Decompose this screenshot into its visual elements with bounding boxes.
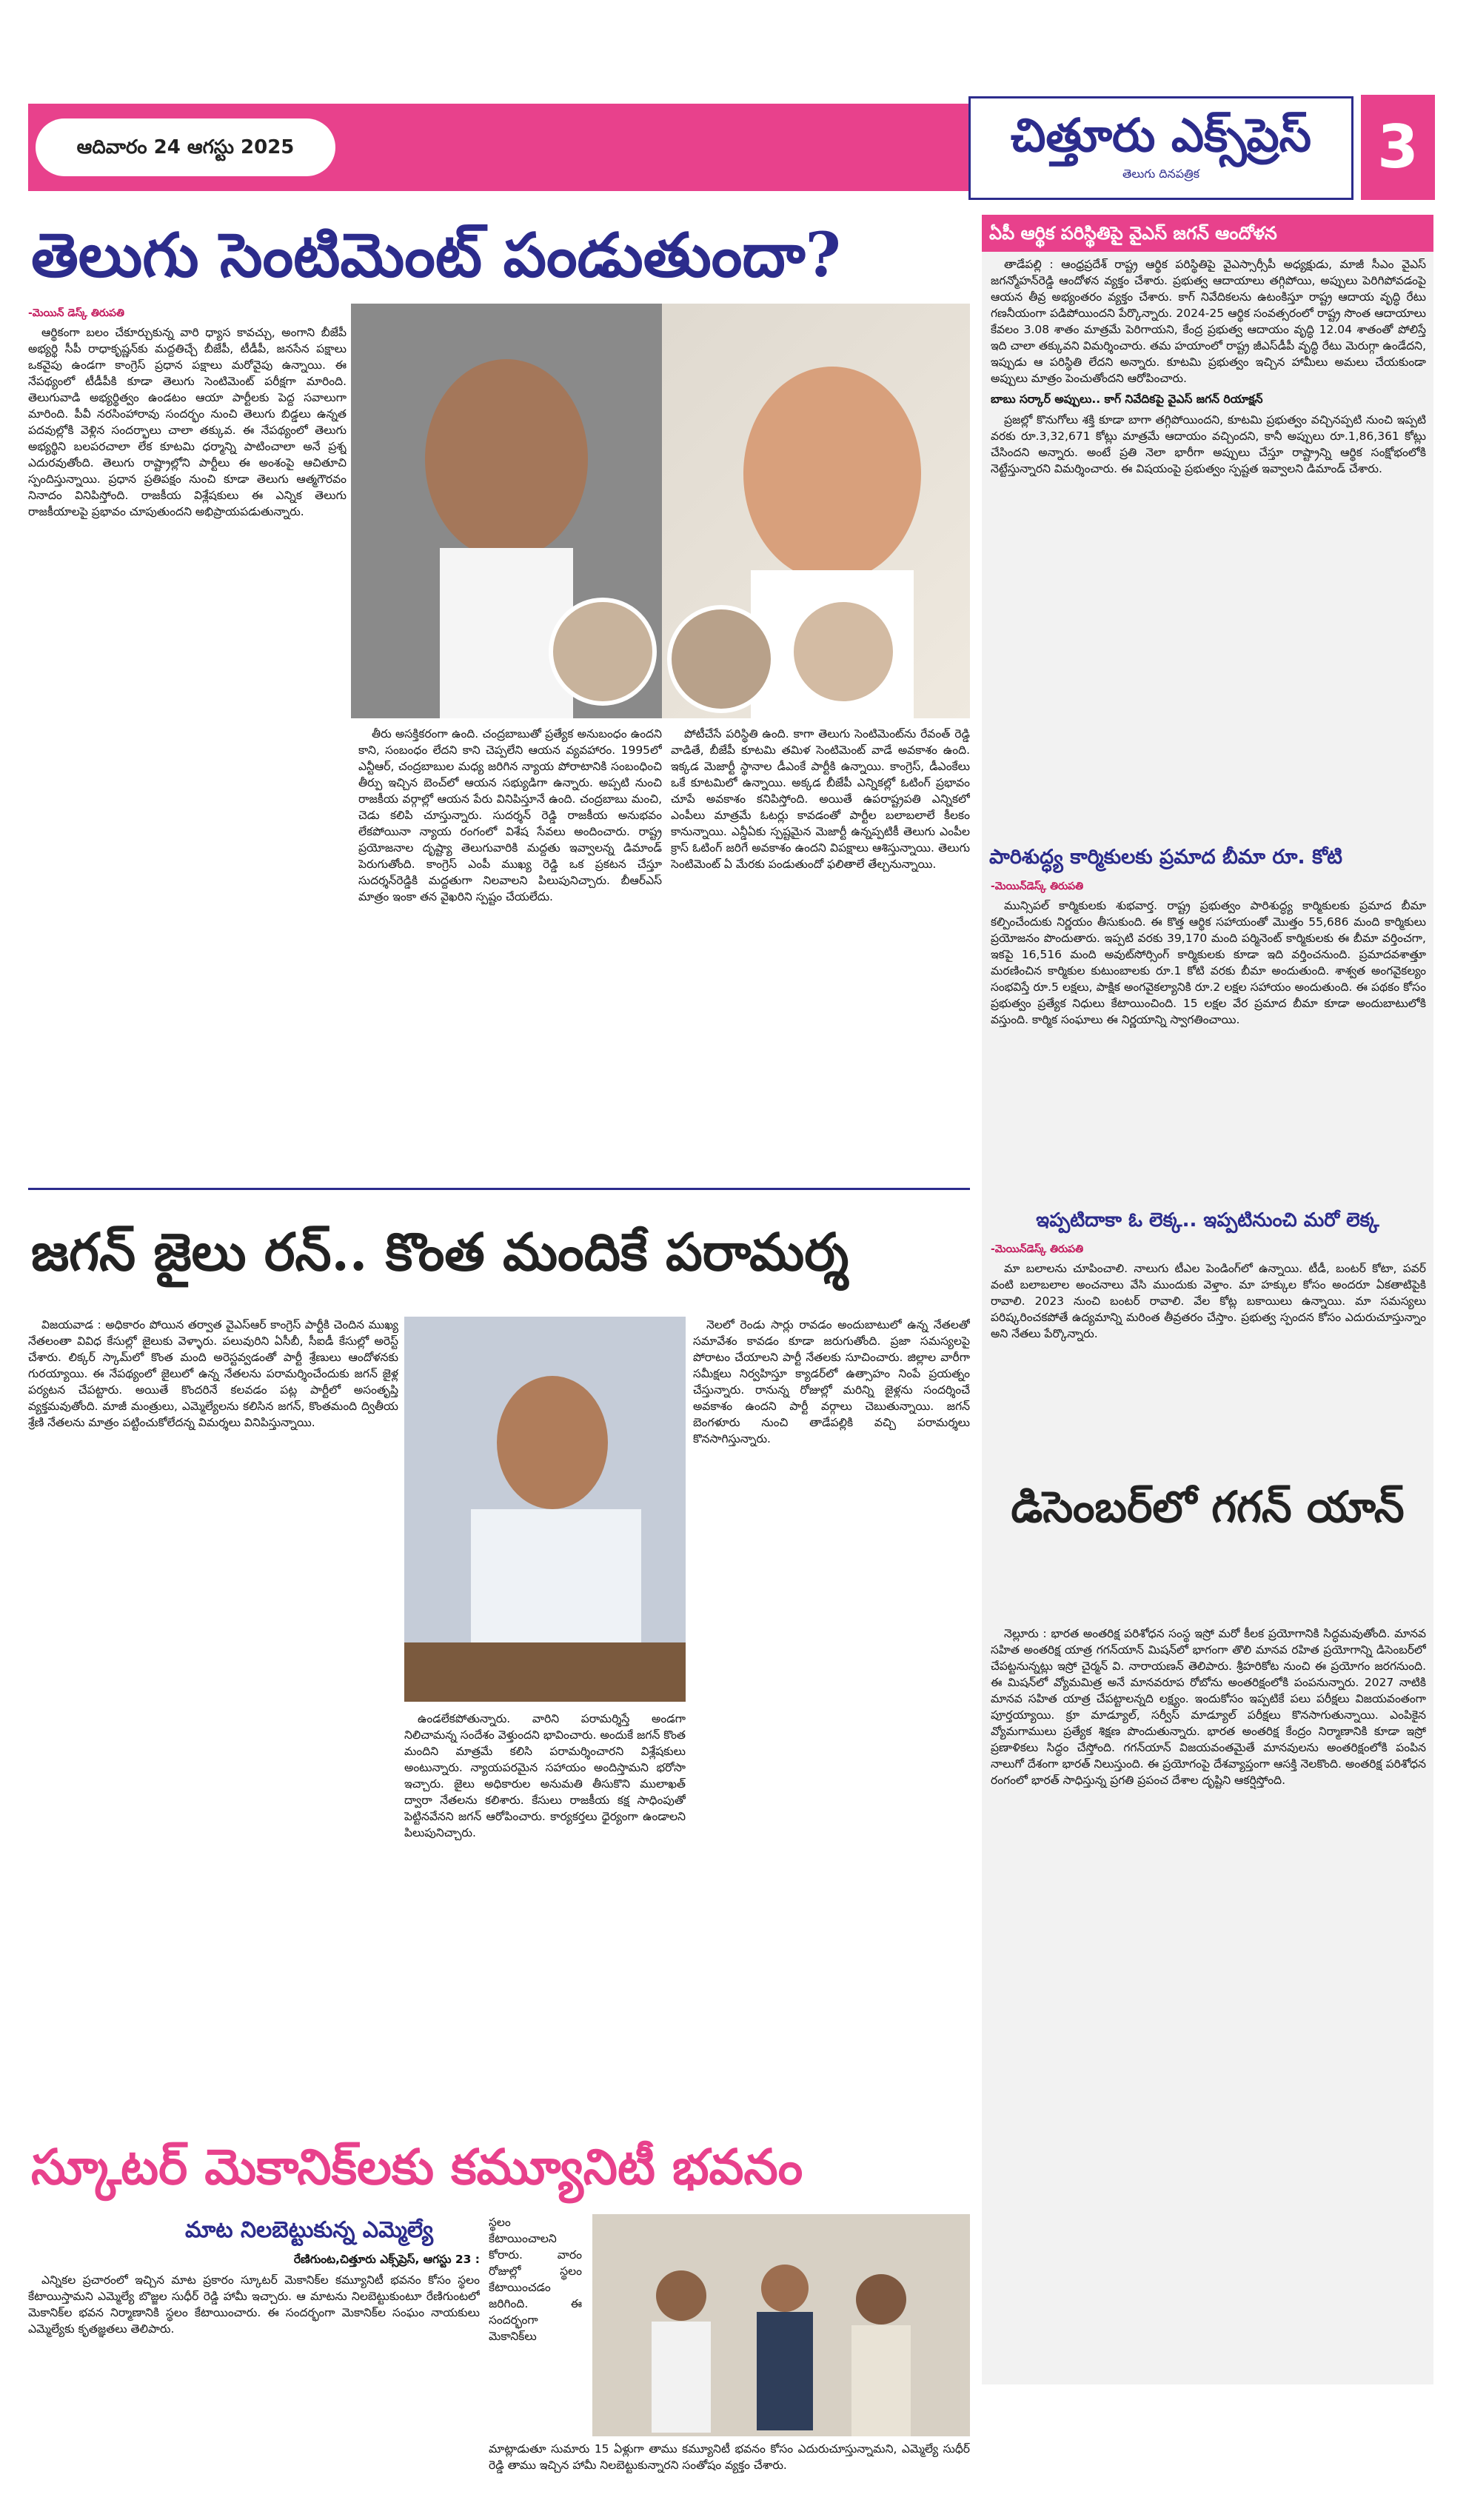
- story1-col1-text: ఆర్థికంగా బలం చేకూర్చుకున్న వారి ధ్యాస కావచ్చు, అంగాని బీజేపీ అభ్యర్థి సీపీ రాధాకృష్ణన్‌కు మద్దతిచ్చే బీజేపీ, టీడీపీ, జనసేన పక్షాలు ఒకవైపు ఉండగా కాంగ్రెస్ ప్రధాన పక్షాలు మరోవైపు ఉన్నాయి. ఈ నేపథ్యంలో టీడీపీకి కూడా తెలుగు సెంటిమెంట్ పరీక్షగా మారింది. తెలుగువాడి అభ్యర్థిత్వం ఉండటం ఆయా పార్టీలకు పెద్ద సవాలుగా మారింది. పీవీ నరసింహారావు సందర్భం నుంచి తెలుగు బిడ్డలు ఉన్నత పదవుల్లోకి వెళ్లిన సందర్భాలు చాలా తక్కువ. ఈ నేపథ్యంలో తెలుగు అభ్యర్థిని బలపరచాలా లేక కూటమి ధర్మాన్ని పాటించాలా అనే ప్రశ్న ఎదురవుతోంది. తెలుగు రాష్ట్రాల్లోని పార్టీలు ఈ అంశంపై ఆచితూచి స్పందిస్తున్నాయి. ప్రధాన ప్రతిపక్షం నుంచి కూడా తెలుగు ఆత్మగౌరవం నినాదం వినిపిస్తోంది. రాజకీయ విశ్లేషకులు ఈ ఎన్నిక తెలుగు రాజకీయాలపై ప్రభావం చూపుతుందని అభిప్రాయపడుతున్నారు.: [28, 326, 347, 518]
- story2-col1-text: విజయవాడ : అధికారం పోయిన తర్వాత వైఎస్ఆర్ కాంగ్రెస్ పార్టీకి చెందిన ముఖ్య నేతలంతా వివిధ కేసుల్లో జైలుకు వెళ్ళారు. పలువురిని ఏసీబీ, సీఐడీ కేసుల్లో అరెస్ట్ చేశారు. లిక్కర్ స్కామ్‌లో కొంత మంది అరెస్టవ్వడంతో పార్టీ శ్రేణులు ఆందోళనకు గురయ్యాయి. ఈ నేపథ్యంలో జైలులో ఉన్న నేతలను పరామర్శించేందుకు జగన్ జైళ్ల పర్యటన చేపట్టారు. అయితే కొందరినే కలవడం పట్ల పార్టీలో అసంతృప్తి వ్యక్తమవుతోంది. మాజీ మంత్రులు, ఎమ్మెల్యేలను కలిసిన జగన్, కొంతమంది ద్వితీయ శ్రేణి నేతలను మాత్రం పట్టించుకోలేదన్న విమర్శలు వినిపిస్తున్నాయి.: [28, 1318, 398, 1429]
- story2-rule-top: [28, 1188, 970, 1190]
- side2-body: [991, 878, 1426, 1197]
- mechanics-photo: [592, 2214, 970, 2436]
- story1-col1: [28, 305, 347, 1179]
- leaders-photo: [351, 304, 970, 718]
- story3-subhead: మాట నిలబెట్టుకున్న ఎమ్మెల్యే: [185, 2217, 433, 2243]
- date-pill: ఆదివారం 24 ఆగస్టు 2025: [36, 118, 335, 176]
- side2-headline: పారిశుద్ధ్య కార్మికులకు ప్రమాద బీమా రూ. కోటి: [989, 846, 1342, 869]
- side4-text: నెల్లూరు : భారత అంతరిక్ష పరిశోధన సంస్థ ఇస్రో మరో కీలక ప్రయోగానికి సిద్ధమవుతోంది. మానవ సహిత అంతరిక్ష యాత్ర గగన్‌యాన్ మిషన్‌లో భాగంగా తొలి మానవ రహిత ప్రయోగాన్ని డిసెంబర్‌లో చేపట్టనున్నట్లు ఇస్రో చైర్మన్ వి. నారాయణన్ తెలిపారు. శ్రీహరికోట నుంచి ఈ ప్రయోగం జరగనుంది. ఈ మిషన్‌లో వ్యోమమిత్ర అనే మానవరూప రోబోను అంతరిక్షంలోకి పంపనున్నారు. 2027 నాటికి మానవ సహిత యాత్ర చేపట్టాలన్నది లక్ష్యం. ఇందుకోసం ఇప్పటికే పలు పరీక్షలు విజయవంతంగా పూర్తయ్యాయి. క్రూ మాడ్యూల్, సర్వీస్ మాడ్యూల్ పరీక్షలు కొనసాగుతున్నాయి. ఎంపికైన వ్యోమగాములు ప్రత్యేక శిక్షణ పొందుతున్నారు. భారత అంతరిక్ష కేంద్రం నిర్మాణానికి కూడా ఇస్రో ప్రణాళికలు సిద్ధం చేస్తోంది. గగన్‌యాన్ విజయవంతమైతే మానవులను అంతరిక్షంలోకి పంపిన నాలుగో దేశంగా భారత్ నిలుస్తుంది. ఈ ప్రయోగంపై దేశవ్యాప్తంగా ఆసక్తి నెలకొంది. అంతరిక్ష పరిశోధన రంగంలో భారత్ సాధిస్తున్న ప్రగతి ప్రపంచ దేశాల దృష్టిని ఆకర్షిస్తోంది.: [991, 1627, 1426, 1787]
- story1-byline: -మెయిన్‌ డెస్క్ తిరుపతి: [28, 307, 124, 319]
- masthead-tagline: తెలుగు దినపత్రిక: [1122, 167, 1200, 181]
- side3-body: [991, 1241, 1426, 1463]
- story2-col2: [404, 1711, 686, 2109]
- story1-col3: [671, 726, 970, 1179]
- story2-col1: [28, 1317, 398, 2109]
- side1-headline: ఏపీ ఆర్థిక పరిస్థితిపై వైఎస్ జగన్ ఆందోళన: [989, 223, 1277, 244]
- story3-col1-text: ఎన్నికల ప్రచారంలో ఇచ్చిన మాట ప్రకారం స్కూటర్ మెకానిక్‌ల కమ్యూనిటీ భవనం కోసం స్థలం కేటాయిస్తామని ఎమ్మెల్యే బొజ్జల సుధీర్ రెడ్డి హామీ ఇచ్చారు. ఆ మాటను నిలబెట్టుకుంటూ రేణిగుంటలో మెకానిక్‌ల భవన నిర్మాణానికి స్థలం కేటాయించారు. ఈ సందర్భంగా మెకానిక్‌ల సంఘం నాయకులు ఎమ్మెల్యేకు కృతజ్ఞతలు తెలిపారు.: [28, 2273, 480, 2336]
- side1-subhead: బాబు సర్కార్ అప్పులు.. కాగ్ నివేదికపై వైఎస్ జగన్ రియాక్షన్: [991, 392, 1263, 406]
- side2-byline: -మెయిన్‌డెస్క్ తిరుపతి: [991, 880, 1084, 892]
- story3-col2-text: స్థలం కేటాయించాలని కోరారు. వారం రోజుల్లో స్థలం కేటాయించడం జరిగింది. ఈ సందర్భంగా మెకానిక్‌లు: [489, 2216, 582, 2343]
- story3-headline: స్కూటర్ మెకానిక్‌లకు కమ్యూనిటీ భవనం: [31, 2138, 803, 2196]
- story2-col2-text: ఉండలేకపోతున్నారు. వారిని పరామర్శిస్తే అండగా నిలిచామన్న సందేశం వెళ్తుందని భావించారు. అందుకే జగన్ కొంత మందిని మాత్రమే కలిసి పరామర్శించారని విశ్లేషకులు అంటున్నారు. న్యాయపరమైన సహాయం అందిస్తామని భరోసా ఇచ్చారు. జైలు అధికారుల అనుమతి తీసుకొని ములాఖత్ ద్వారా నేతలను కలిశారు. కేసులు రాజకీయ కక్ష సాధింపుతో పెట్టినవేనని జగన్ ఆరోపించారు. కార్యకర్తలు ధైర్యంగా ఉండాలని పిలుపునిచ్చారు.: [404, 1712, 686, 1839]
- side3-headline: ఇప్పటిదాకా ఓ లెక్క.. ఇప్పటినుంచి మరో లెక్క: [1036, 1209, 1379, 1231]
- story1-photo: [351, 304, 970, 718]
- story1-headline: తెలుగు సెంటిమెంట్ పండుతుందా?: [31, 220, 841, 291]
- story3-col2: [489, 2214, 582, 2436]
- masthead-box: [968, 96, 1353, 200]
- side3-byline: -మెయిన్‌డెస్క్ తిరుపతి: [991, 1243, 1084, 1255]
- side4-body: [991, 1625, 1426, 2373]
- side4-headline: డిసెంబర్‌లో గగన్ యాన్: [1011, 1482, 1405, 1532]
- story1-col2: [358, 726, 662, 1179]
- page-number: 3: [1361, 95, 1435, 200]
- story3-photo: [592, 2214, 970, 2436]
- story3-bottom: [489, 2441, 970, 2515]
- story2-photo: [404, 1317, 686, 1702]
- story3-dateline: రేణిగుంట,చిత్తూరు ఎక్స్‌ప్రెస్, ఆగస్టు 23 :: [293, 2253, 480, 2266]
- side1-body: [991, 256, 1426, 834]
- story2-headline: జగన్ జైలు రన్.. కొంత మందికే పరామర్శ: [31, 1221, 849, 1283]
- jagan-photo: [404, 1317, 686, 1702]
- story2-col3: [693, 1317, 970, 2109]
- story3-col1: [28, 2251, 480, 2473]
- side3-text: మా బలాలను చూపించాలి. నాలుగు టీఎల పెండింగ్‌లో ఉన్నాయి. టీడీ, బంటర్ కోటా, పవర్ వంటి బలాబలాల అంచనాలు వేసి ముందుకు వెళ్తాం. మా హక్కుల కోసం అందరూ ఏకతాటిపైకి రావాలి. 2023 నుంచి బంటర్ రావాలి. వేల కోట్ల బకాయిలు ఉన్నాయి. మా సమస్యలు పరిష్కరించకపోతే ఉద్యమాన్ని మరింత తీవ్రతరం చేస్తాం. ప్రభుత్వ స్పందన కోసం ఎదురుచూస్తున్నాం అని నేతలు పేర్కొన్నారు.: [991, 1262, 1426, 1340]
- side1-text: తాడేపల్లి : ఆంధ్రప్రదేశ్ రాష్ట్ర ఆర్థిక పరిస్థితిపై వైఎస్సార్సీపీ అధ్యక్షుడు, మాజీ సీఎం వైఎస్ జగన్మోహన్‌రెడ్డి ఆందోళన వ్యక్తం చేశారు. ప్రభుత్వ ఆదాయాలు తగ్గిపోయి, అప్పులు పెరిగిపోవడంపై ఆయన తీవ్ర అభ్యంతరం వ్యక్తం చేశారు. కాగ్ నివేదికలను ఉటంకిస్తూ రాష్ట్ర ఆదాయ వృద్ధి రేటు గణనీయంగా పడిపోయిందని పేర్కొన్నారు. 2024-25 ఆర్థిక సంవత్సరంలో రాష్ట్ర సొంత ఆదాయాలు కేవలం 3.08 శాతం మాత్రమే పెరిగాయని, కేంద్ర ప్రభుత్వ ఆదాయం వృద్ధి 12.04 శాతంతో పోలిస్తే ఇది చాలా తక్కువని విమర్శించారు. తమ హయాంలో రాష్ట్ర జీఎస్‌డీపీ వృద్ధి రేటు మెరుగ్గా ఉండేదని, ఇప్పుడు ఆ పరిస్థితి లేదని అన్నారు. కూటమి ప్రభుత్వం ఇచ్చిన హామీలు అమలు చేయకుండా అప్పులు మాత్రం పెంచుతోందని ఆరోపించారు.: [991, 258, 1426, 385]
- story3-bottom-text: మాట్లాడుతూ సుమారు 15 ఏళ్లుగా తాము కమ్యూనిటీ భవనం కోసం ఎదురుచూస్తున్నామని, ఎమ్మెల్యే సుధీర్ రెడ్డి తాము ఇచ్చిన హామీ నిలబెట్టుకున్నారని సంతోషం వ్యక్తం చేశారు.: [489, 2442, 970, 2472]
- story1-col3-text: పోటీచేసే పరిస్థితి ఉంది. కాగా తెలుగు సెంటిమెంట్‌ను రేవంత్ రెడ్డి వాడితే, బీజేపీ కూటమి తమిళ సెంటిమెంట్ వాడే అవకాశం ఉంది. ఇక్కడ మెజార్టీ స్థానాల డీఎంకే పార్టీకి ఉన్నాయి. కాంగ్రెస్, డీఎంకేలు ఒకే కూటమిలో ఉన్నాయి. అక్కడ బీజేపీ ఎన్నికల్లో ఓటింగ్ ప్రభావం చూపే అవకాశం కనిపిస్తోంది. అయితే ఉపరాష్ట్రపతి ఎన్నికలో ఎంపీలు మాత్రమే ఓటర్లు కావడంతో పార్టీల బలాబలాలే కీలకం కానున్నాయి. ఎన్డీఏకు స్పష్టమైన మెజార్టీ ఉన్నప్పటికీ తెలుగు ఎంపీల క్రాస్ ఓటింగ్ జరిగే అవకాశం ఉందని విపక్షాలు ఆశిస్తున్నాయి. తెలుగు సెంటిమెంట్ ఏ మేరకు పండుతుందో ఫలితాలే తేల్చనున్నాయి.: [671, 727, 970, 871]
- story1-col2-text: తీరు అసక్తికరంగా ఉంది. చంద్రబాబుతో ప్రత్యేక అనుబంధం ఉందని కాని, సంబంధం లేదని కాని చెప్పలేని ఆయన వ్యవహారం. 1995లో ఎన్టీఆర్, చంద్రబాబుల మధ్య జరిగిన న్యాయ పోరాటానికి సంబంధించి తీర్పు ఇచ్చిన బెంచ్‌లో ఆయన సభ్యుడిగా ఉన్నారు. అప్పటి నుంచి రాజకీయ వర్గాల్లో ఆయన పేరు వినిపిస్తూనే ఉంది. చంద్రబాబు మంచి, చెడు కలిపి చూస్తున్నారు. సుదర్శన్ రెడ్డి రాజకీయ అనుభవం లేకపోయినా న్యాయ రంగంలో విశేష సేవలు అందించారు. రాష్ట్ర ప్రయోజనాల దృష్ట్యా తెలుగువారికి మద్దతు ఇవ్వాలన్న డిమాండ్ పెరుగుతోంది. కాంగ్రెస్ ఎంపీ ముఖ్య రెడ్డి ఒక ప్రకటన చేస్తూ సుదర్శన్‌రెడ్డికి మద్దతుగా నిలవాలని పిలుపునిచ్చారు. బీఆర్ఎస్ మాత్రం ఇంకా తన వైఖరిని స్పష్టం చేయలేదు.: [358, 727, 662, 903]
- masthead-title: చిత్తూరు ఎక్స్‌ప్రెస్: [1010, 108, 1312, 162]
- side2-text: మున్సిపల్ కార్మికులకు శుభవార్త. రాష్ట్ర ప్రభుత్వం పారిశుద్ధ్య కార్మికులకు ప్రమాద బీమా కల్పించేందుకు నిర్ణయం తీసుకుంది. ఈ కొత్త ఆర్థిక సహాయంతో మొత్తం 55,686 మంది కార్మికులు ప్రయోజనం పొందుతారు. ఇప్పటి వరకు 39,170 మంది పర్మినెంట్ కార్మికులకు ఈ బీమా వర్తించగా, ఇకపై 16,516 మంది అవుట్‌సోర్సింగ్ కార్మికులకు కూడా ఇది వర్తించనుంది. ప్రమాదవశాత్తూ మరణించిన కార్మికుల కుటుంబాలకు రూ.1 కోటి వరకు బీమా అందుతుంది. శాశ్వత అంగవైకల్యం సంభవిస్తే రూ.5 లక్షలు, పాక్షిక అంగవైకల్యానికి రూ.2 లక్షల సహాయం అందుతుంది. ఈ పథకం కోసం ప్రభుత్వం ప్రత్యేక నిధులు కేటాయించింది. 15 లక్షల వేర ప్రమాద బీమా కూడా అందుబాటులోకి వస్తుంది. కార్మిక సంఘాలు ఈ నిర్ణయాన్ని స్వాగతించాయి.: [991, 899, 1426, 1026]
- side1-text2: ప్రజల్లో కొనుగోలు శక్తి కూడా బాగా తగ్గిపోయిందని, కూటమి ప్రభుత్వం వచ్చినప్పటి నుంచి ఇప్పటి వరకు రూ.3,32,671 కోట్లు మాత్రమే ఆదాయం వచ్చిందని, కానీ అప్పులు రూ.1,86,361 కోట్లు చేసిందని అన్నారు. అంటే ప్రతి నెలా భారీగా అప్పులు చేస్తూ రాష్ట్రాన్ని ఆర్థిక సంక్షోభంలోకి నెట్టేస్తున్నారని విమర్శించారు. ఈ విషయంపై ప్రభుత్వం స్పష్టత ఇవ్వాలని డిమాండ్ చేశారు.: [991, 413, 1426, 475]
- story2-col3-text: నెలలో రెండు సార్లు రావడం అందుబాటులో ఉన్న నేతలతో సమావేశం కావడం కూడా జరుగుతోంది. ప్రజా సమస్యలపై పోరాటం చేయాలని పార్టీ నేతలకు సూచించారు. జిల్లాల వారీగా సమీక్షలు నిర్వహిస్తూ క్యాడర్‌లో ఉత్సాహం నింపే ప్రయత్నం చేస్తున్నారు. రానున్న రోజుల్లో మరిన్ని జైళ్లను సందర్శించే అవకాశం ఉందని పార్టీ వర్గాలు చెబుతున్నాయి. జగన్ బెంగళూరు నుంచి తాడేపల్లికి వచ్చి పరామర్శలు కొనసాగిస్తున్నారు.: [693, 1318, 970, 1446]
